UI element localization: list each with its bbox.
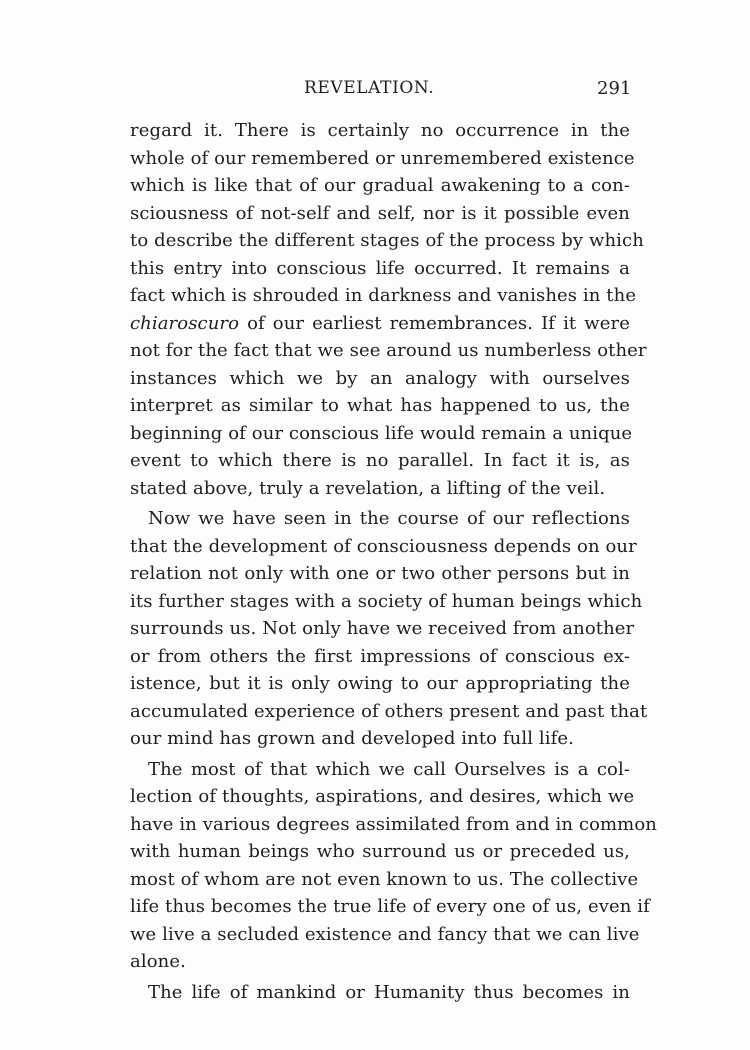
text-line: Now we have seen in the course of our reflections	[148, 508, 630, 529]
running-head	[0, 78, 750, 102]
text-line: istence, but it is only owing to our appropriating the	[130, 673, 630, 694]
text-line: The life of mankind or Humanity thus becomes in	[148, 981, 630, 1003]
italic-term: chiaroscuro	[130, 312, 240, 334]
text-line: not for the fact that we see around us numberless other	[130, 340, 647, 361]
text-line	[130, 310, 630, 338]
text-line: stated above, truly a revelation, a lifting of the veil.	[130, 477, 606, 499]
text-line: or from others the first impressions of conscious ex-	[130, 645, 630, 667]
text-line: accumulated experience of others present and past that	[130, 700, 648, 722]
body-text	[130, 117, 657, 1006]
text-line: instances which we by an analogy with ourselves	[130, 367, 630, 389]
text-line: relation not only with one or two other persons but in	[130, 563, 630, 584]
text-line: beginning of our conscious life would remain a unique	[130, 422, 633, 444]
text-line: to describe the different stages of the process by which	[130, 230, 644, 251]
paragraph	[130, 117, 647, 502]
text-line: have in various degrees assimilated from and in common	[130, 813, 657, 835]
text-line: event to which there is no parallel. In fact it is, as	[130, 450, 630, 471]
text-line: most of whom are not even known to us. The collective	[130, 868, 639, 890]
text-line-rest: of our earliest remembrances. If it were	[247, 312, 630, 334]
paragraph	[130, 979, 630, 1007]
text-line: our mind has grown and developed into full life.	[130, 728, 574, 749]
text-line: life thus becomes the true life of every one of us, even if	[130, 896, 650, 917]
text-line: fact which is shrouded in darkness and vanishes in the	[130, 285, 637, 306]
running-title: REVELATION.	[304, 78, 435, 98]
text-line: we live a secluded existence and fancy that we can live	[130, 923, 640, 945]
text-line: sciousness of not-self and self, nor is it possible even	[130, 202, 630, 224]
text-line: surrounds us. Not only have we received from another	[130, 618, 635, 639]
text-line: that the development of consciousness depends on our	[130, 535, 637, 557]
paragraph	[130, 756, 657, 976]
text-line: regard it. There is certainly no occurrence in the	[130, 120, 630, 141]
text-line: with human beings who surround us or preceded us,	[130, 841, 630, 862]
text-line: alone.	[130, 951, 186, 972]
text-line: lection of thoughts, aspirations, and desires, which we	[130, 786, 635, 807]
page-number: 291	[597, 78, 632, 99]
paragraph	[130, 505, 648, 753]
text-line: interpret as similar to what has happened to us, the	[130, 395, 630, 416]
text-line: whole of our remembered or unremembered existence	[130, 147, 635, 169]
text-line: this entry into conscious life occurred. It remains a	[130, 257, 630, 279]
text-line: its further stages with a society of human beings which	[130, 590, 643, 612]
text-line: The most of that which we call Ourselves is a col-	[148, 758, 630, 780]
text-line: which is like that of our gradual awakening to a con-	[130, 175, 630, 196]
